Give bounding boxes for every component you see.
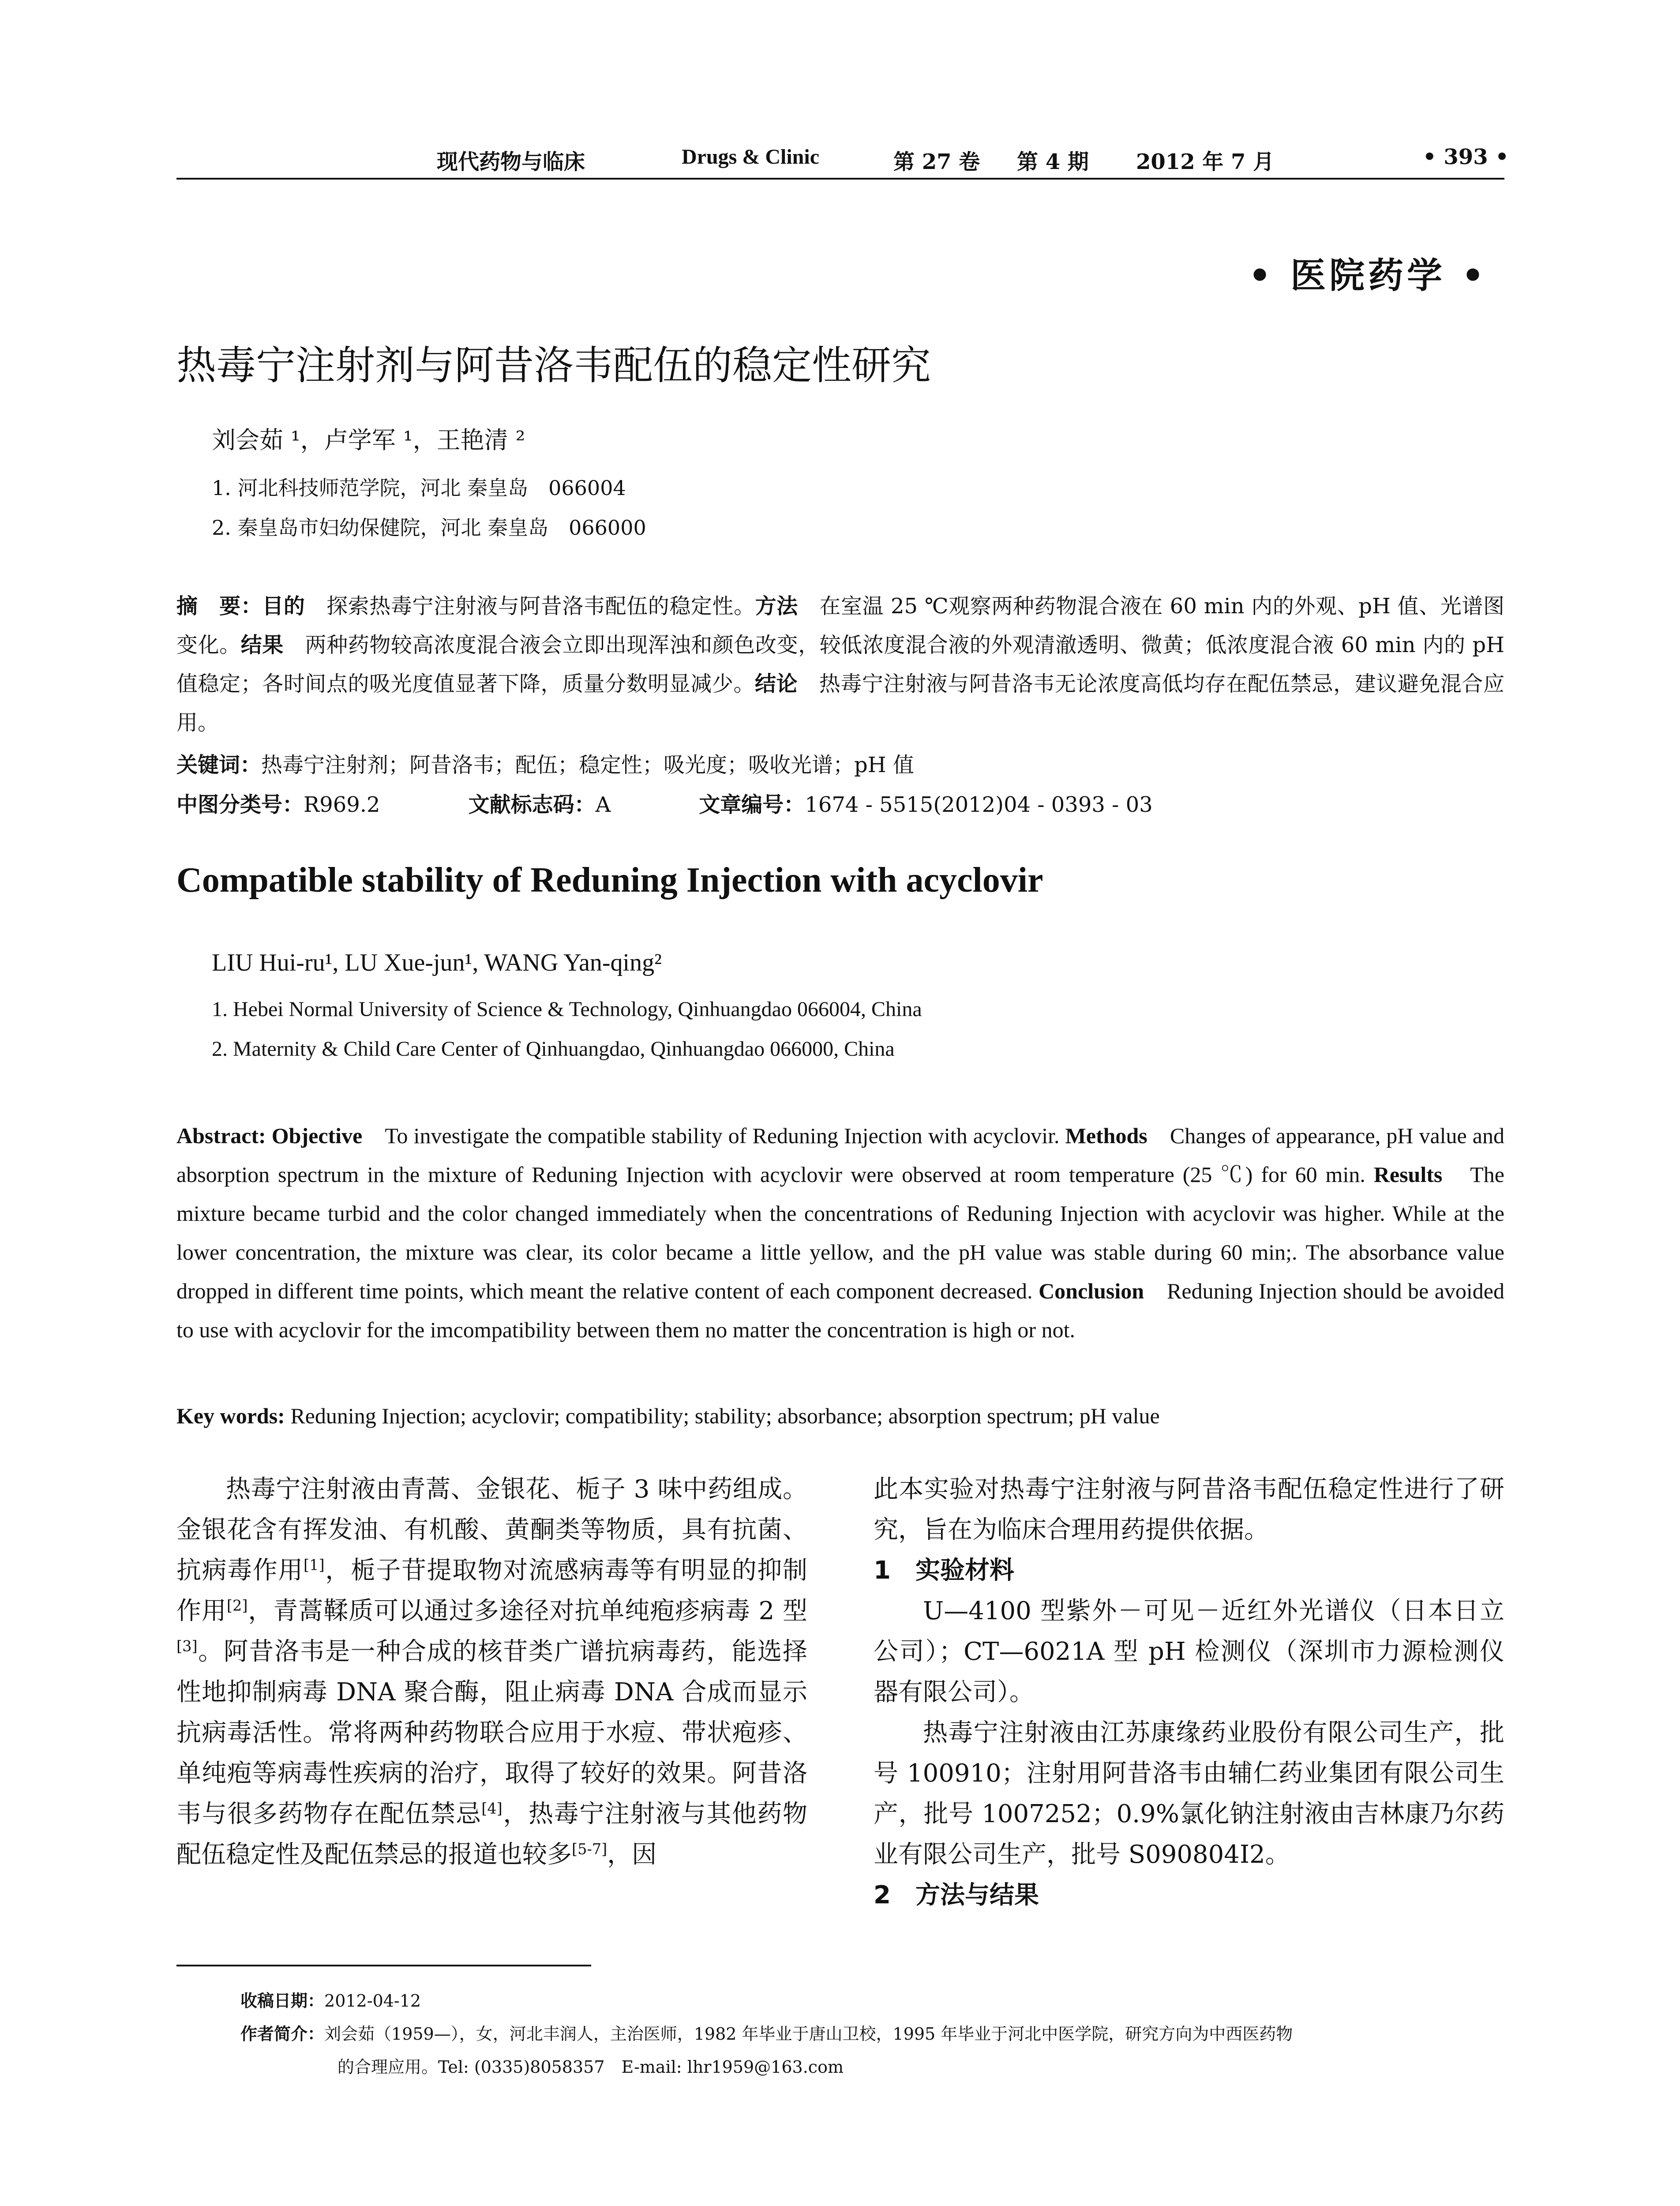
issue-date: 2012 年 7 月: [1136, 150, 1275, 174]
citation-4[interactable]: [4]: [481, 1800, 502, 1817]
methods-en-text: Changes of appearance, pH value and absorption spectrum in the mixture of Reduning Injection with acyclovir were observed at room temperature (25 ℃) for 60 min.: [176, 1123, 1504, 1187]
objective-label: 目的: [262, 594, 305, 619]
section-heading-2: 2 方法与结果: [874, 1881, 1039, 1910]
results-en-label: Results: [1373, 1162, 1443, 1187]
volume: 第 27 卷: [893, 150, 980, 174]
conclusion-label: 结论: [755, 672, 798, 696]
section-heading-1: 1 实验材料: [874, 1556, 1014, 1585]
keywords-label: 关键词：: [176, 753, 262, 777]
keywords-text: 热毒宁注射剂；阿昔洛韦；配伍；稳定性；吸光度；吸收光谱；pH 值: [261, 753, 914, 777]
materials-paragraph-1: U—4100 型紫外－可见－近红外光谱仪（日本日立公司）；CT—6021A 型 pH 检测仪（深圳市力源检测仪器有限公司）。: [874, 1597, 1504, 1707]
affiliation-en-1: 1. Hebei Normal University of Science & Technology, Qinhuangdao 066004, China: [212, 998, 922, 1021]
results-en-text: The mixture became turbid and the color changed immediately when the concentrations of Reduning Injection with acyclovir was higher. While at the lower concentration, the mixture was clear, its color became a little yellow, and the pH value was stable during 60 min;. The absorbance value dropped in different time points, which meant the relative content of each component decreased.: [176, 1162, 1504, 1303]
citation-3[interactable]: [3]: [176, 1637, 198, 1655]
citation-1[interactable]: [1]: [304, 1556, 325, 1574]
section-label: • 医院药学 •: [1249, 255, 1488, 296]
classification-line: [176, 785, 1504, 824]
authors-cn: 刘会茹 ¹，卢学军 ¹，王艳清 ²: [212, 426, 525, 454]
author-bio: 作者简介：刘会茹（1959—），女，河北丰润人，主治医师，1982 年毕业于唐山卫校，1995 年毕业于河北中医学院，研究方向为中西医药物: [240, 2024, 1293, 2044]
methods-en-label: Methods: [1065, 1123, 1148, 1148]
article-number-label: 文章编号：: [699, 792, 805, 817]
doc-code-label: 文献标志码：: [468, 792, 596, 817]
results-text: 两种药物较高浓度混合液会立即出现浑浊和颜色改变，较低浓度混合液的外观清澈透明、微黄；低浓度混合液 60 min 内的 pH 值稳定；各时间点的吸光度值显著下降，质量分数明显减少。: [176, 633, 1504, 696]
abstract-label: 摘 要：: [176, 594, 262, 619]
objective-en-text: To investigate the compatible stability of Reduning Injection with acyclovir.: [362, 1123, 1065, 1148]
clc-value: R969.2: [304, 792, 380, 817]
abstract-cn: [176, 587, 1504, 742]
affiliation-en-2: 2. Maternity & Child Care Center of Qinhuangdao, Qinhuangdao 066000, China: [212, 1037, 895, 1061]
intro-paragraph: 热毒宁注射液由青蒿、金银花、栀子 3 味中药组成。金银花含有挥发油、有机酸、黄酮类等物质，具有抗菌、抗病毒作用[1]，栀子苷提取物对流感病毒等有明显的抑制作用[2]，青蒿鞣质可以通过多途径对抗单纯疱疹病毒 2 型[3]。阿昔洛韦是一种合成的核苷类广谱抗病毒药，能选择性地抑制病毒 DNA 聚合酶，阻止病毒 DNA 合成而显示抗病毒活性。常将两种药物联合应用于水痘、带状疱疹、单纯疱等病毒性疾病的治疗，取得了较好的效果。阿昔洛韦与很多药物存在配伍禁忌[4]，热毒宁注射液与其他药物配伍稳定性及配伍禁忌的报道也较多[5-7]，因: [176, 1475, 808, 1869]
intro-continuation: 此本实验对热毒宁注射液与阿昔洛韦配伍稳定性进行了研究，旨在为临床合理用药提供依据。: [874, 1475, 1504, 1544]
methods-text: 在室温 25 ℃观察两种药物混合液在 60 min 内的外观、pH 值、光谱图变化。: [176, 594, 1504, 657]
page-number: • 393 •: [1423, 145, 1509, 169]
conclusion-en-text: Reduning Injection should be avoided to use with acyclovir for the imcompatibility between them no matter the concentration is high or not.: [176, 1279, 1504, 1342]
article-number-value: 1674 - 5515(2012)04 - 0393 - 03: [805, 792, 1153, 817]
citation-5-7[interactable]: [5-7]: [572, 1840, 608, 1858]
abstract-en-label: Abstract: Objective: [176, 1123, 363, 1148]
citation-2[interactable]: [2]: [226, 1597, 248, 1614]
methods-label: 方法: [755, 594, 798, 619]
keywords-cn: [176, 746, 1504, 784]
body-left-column: [176, 1469, 807, 1875]
issue: 第 4 期: [1017, 150, 1089, 174]
received-date: 收稿日期：2012-04-12: [240, 1991, 421, 2011]
authors-en: LIU Hui-ru¹, LU Xue-jun¹, WANG Yan-qing²: [212, 949, 662, 976]
author-contact: 的合理应用。Tel: (0335)8058357 E-mail: lhr1959@163.com: [338, 2057, 844, 2077]
affiliation-cn-1: 1. 河北科技师范学院，河北 秦皇岛 066004: [212, 476, 626, 500]
results-label: 结果: [240, 633, 284, 657]
clc-label: 中图分类号：: [176, 792, 304, 817]
affiliation-cn-2: 2. 秦皇岛市妇幼保健院，河北 秦皇岛 066000: [212, 516, 646, 540]
conclusion-en-label: Conclusion: [1039, 1279, 1144, 1303]
objective-text: 探索热毒宁注射液与阿昔洛韦配伍的稳定性。: [305, 594, 755, 619]
article-title-en: Compatible stability of Reduning Injection with acyclovir: [176, 861, 1043, 900]
doc-code-value: A: [595, 792, 611, 817]
abstract-en: [176, 1116, 1504, 1349]
footnote-rule: [176, 1965, 591, 1966]
keywords-en-text: Reduning Injection; acyclovir; compatibility; stability; absorbance; absorption spectrum; pH value: [285, 1403, 1160, 1428]
conclusion-text: 热毒宁注射液与阿昔洛韦无论浓度高低均存在配伍禁忌，建议避免混合应用。: [176, 672, 1504, 735]
journal-name-en: Drugs & Clinic: [682, 145, 819, 169]
header-rule: [176, 178, 1504, 180]
journal-name-cn: 现代药物与临床: [437, 150, 585, 174]
body-right-column: [874, 1469, 1504, 1916]
keywords-en: [176, 1396, 1504, 1435]
running-header: [176, 140, 1509, 176]
materials-paragraph-2: 热毒宁注射液由江苏康缘药业股份有限公司生产，批号 100910；注射用阿昔洛韦由辅仁药业集团有限公司生产，批号 1007252；0.9%氯化钠注射液由吉林康乃尔药业有限公司生产，批号 S090804I2。: [874, 1718, 1504, 1869]
keywords-en-label: Key words:: [176, 1403, 285, 1428]
article-title-cn: 热毒宁注射剂与阿昔洛韦配伍的稳定性研究: [176, 342, 931, 389]
